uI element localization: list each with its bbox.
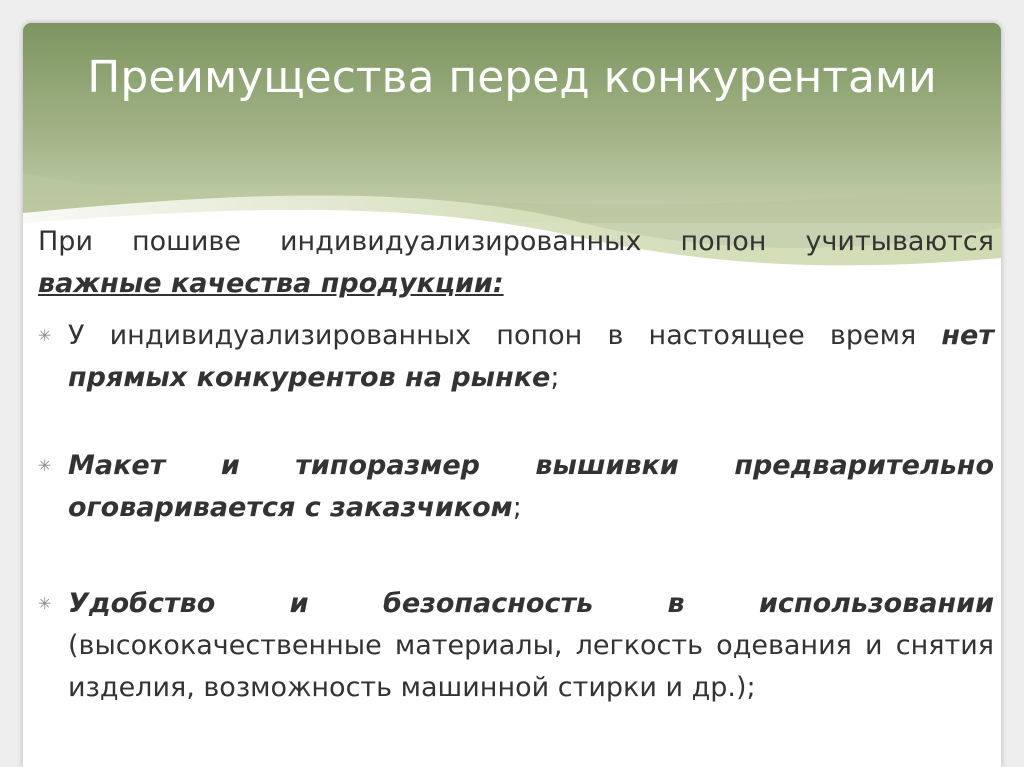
bullet-text-end: ;	[512, 492, 522, 523]
slide-title: Преимущества перед конкурентами	[87, 52, 937, 103]
slide-content	[38, 221, 994, 709]
bullet-text: У индивидуализированных попон в настоящее время	[68, 320, 942, 351]
intro-emphasis: важные качества продукции:	[38, 268, 504, 299]
bullet-emphasis: нет прямых конкурентов на рынке	[68, 320, 994, 393]
bullet-item	[38, 583, 994, 709]
asterisk-icon: ✳	[38, 326, 52, 345]
asterisk-icon: ✳	[38, 594, 52, 613]
bullet-emphasis: Макет и типоразмер вышивки предварительно оговаривается с заказчиком	[68, 450, 994, 523]
intro-text: При пошиве индивидуализированных попон учитываются	[38, 226, 994, 257]
bullet-emphasis: Удобство и безопасность в использовании	[68, 588, 994, 619]
bullet-text-end: (высококачественные материалы, легкость одевания и снятия изделия, возможность машинной стирки и др.);	[68, 630, 994, 703]
intro-paragraph	[38, 221, 994, 305]
slide	[23, 23, 1001, 767]
bullet-text-end: ;	[550, 362, 560, 393]
asterisk-icon: ✳	[38, 456, 52, 475]
bullet-item	[38, 315, 994, 399]
bullet-item	[38, 445, 994, 529]
